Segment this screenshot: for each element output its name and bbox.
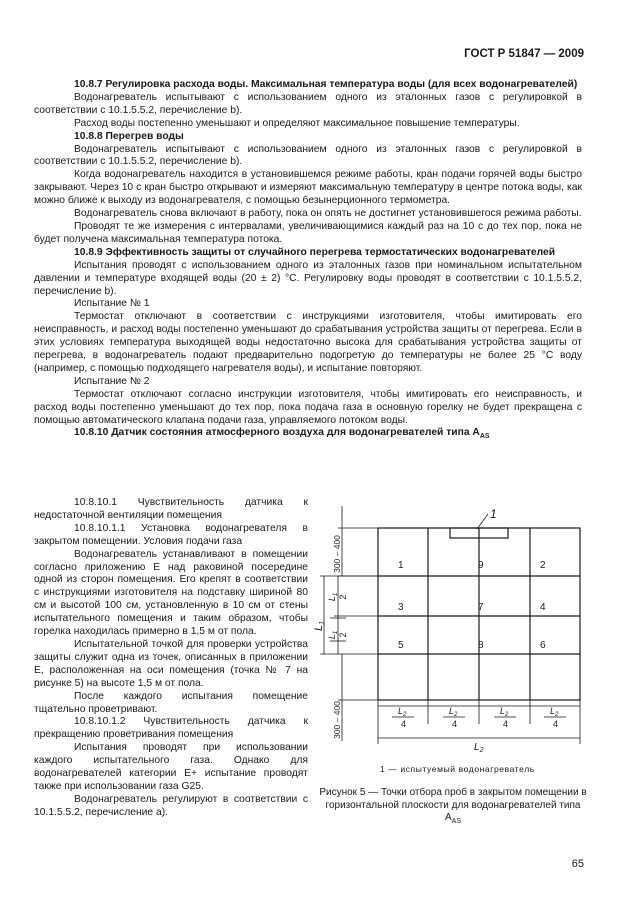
heading-subscript: AS <box>479 433 490 441</box>
paragraph: Расход воды постепенно уменьшают и определяют максимальное повышение температуры. <box>74 117 520 129</box>
room-grid-diagram <box>312 506 592 766</box>
dimension-quarter: $L_2$ <box>500 706 509 718</box>
figure-label-1: 1 <box>490 507 497 521</box>
paragraph: Испытательной точкой для проверки устройства защиты служит одна из точек, описанных в приложении Е, расположенная на оси помещения (точка № 7 на рисунке 5) на высоте 1,5 м от пола. <box>34 638 308 689</box>
sample-point: 6 <box>540 640 546 651</box>
dimension-half-den: 2 <box>338 594 348 600</box>
figure-legend: 1 — испытуемый водонагреватель <box>380 764 535 774</box>
paragraph: Термостат отключают в соответствии с инструкциями изготовителя, чтобы имитировать его неисправность, и расход воды постепенно уменьшают до срабатывания устройства защиты от перегрева. Если в этих условиях температура выходящей воды недостаточно высока для срабатывания устройства защиты от перегрева, в водонагреватель подают предварительно подогретую до температуры не более 25 °С воду (например, с помощью подходящего нагревателя воды), и испытание повторяют. <box>34 311 582 374</box>
left-column-text <box>34 497 308 820</box>
paragraph: Испытания проводят при использовании каждого испытательного газа. Однако для водонагревателей категории Е+ испытание проводят также при использовании газа G25. <box>34 742 308 792</box>
dimension-L1-half-bottom: $L_1$ <box>327 630 339 640</box>
paragraph: Водонагреватель испытывают с использованием одного из эталонных газов с регулировкой в соответствии с 10.1.5.5.2, перечисление b). <box>34 91 582 116</box>
paragraph: Водонагреватель испытывают с использованием одного из эталонных газов с регулировкой в соответствии с 10.1.5.5.2, перечисление b). <box>34 143 582 168</box>
test-1-label: Испытание № 1 <box>74 298 150 310</box>
caption-text: Рисунок 5 — Точки отбора проб в закрытом помещении в горизонтальной плоскости для водонагревателей типа А <box>319 787 587 823</box>
paragraph: Когда водонагреватель находится в установившемся режиме работы, кран подачи горячей воды быстро закрывают. Через 10 с кран быстро открывают и измеряют максимальную температуру в центре потока воды, как можно ближе к выходу из водонагревателя, с помощью безынерционного термометра. <box>34 169 582 207</box>
sample-point: 8 <box>478 640 484 651</box>
sample-point: 4 <box>540 602 546 613</box>
dimension-quarter-den: 4 <box>503 719 509 729</box>
paragraph: Испытания проводят с использованием одного из эталонных газов при номинальном испытательном давлении и температуре входящей воды (20 ± 2) °С. Регулировку воды проводят в соответствии с 10.1.5.5.2, перечисление b). <box>34 259 582 297</box>
document-id: ГОСТ Р 51847 — 2009 <box>464 48 584 60</box>
section-10-8-9-heading: 10.8.9 Эффективность защиты от случайного перегрева термостатических водонагревателей <box>74 246 556 258</box>
main-text <box>34 79 582 444</box>
test-2-label: Испытание № 2 <box>74 375 150 387</box>
dimension-half-den: 2 <box>338 632 348 638</box>
dimension-quarter: $L_2$ <box>449 706 458 718</box>
page-number: 65 <box>571 858 584 870</box>
dimension-top: 300 – 400 <box>332 535 342 573</box>
dimension-quarter: $L_2$ <box>398 706 407 718</box>
subsection-10-8-10-1-2: 10.8.10.1.2 Чувствительность датчика к прекращению проветривания помещения <box>34 716 308 741</box>
subsection-10-8-10-1: 10.8.10.1 Чувствительность датчика к недостаточной вентиляции помещения <box>34 497 308 521</box>
paragraph: Водонагреватель снова включают в работу, пока он опять не достигнет установившегося режима работы. <box>74 208 582 220</box>
sample-point: 3 <box>398 602 404 613</box>
paragraph: Водонагреватель устанавливают в помещении согласно приложению Е над раковиной посередине одной из сторон помещения. Его крепят в соответствии с инструкциями изготовителя на подставку шириной 80 см и высотой 100 см, установленную в 10 см от стены испытательного помещения и таким образом, чтобы горелка находилась примерно в 1,5 м от пола. <box>34 548 308 638</box>
paragraph: Термостат отключают согласно инструкции изготовителя, чтобы имитировать его неисправность, и расход воды постепенно уменьшают до тех пор, пока подача газа в основную горелку не будет прекращена с помощью автоматического клапана подачи газа, управляемого потоком воды. <box>34 388 582 426</box>
figure-caption <box>318 787 588 829</box>
dimension-quarter: $L_2$ <box>550 706 559 718</box>
dimension-quarter-den: 4 <box>452 719 458 729</box>
sample-point: 7 <box>478 602 484 613</box>
paragraph: Водонагреватель регулируют в соответствии с 10.1.5.5.2, перечисление а). <box>34 793 308 818</box>
subsection-10-8-10-1-1: 10.8.10.1.1 Установка водонагревателя в закрытом помещении. Условия подачи газа <box>34 522 308 547</box>
sample-point: 1 <box>398 560 404 571</box>
dimension-quarter-den: 4 <box>401 719 407 729</box>
section-10-8-8-heading: 10.8.8 Перегрев воды <box>74 130 184 142</box>
dimension-L2: $L_2$ <box>474 742 484 754</box>
sample-point: 9 <box>478 560 484 571</box>
section-10-8-10-heading <box>34 427 582 444</box>
paragraph: Проводят те же измерения с интервалами, увеличивающимися каждый раз на 10 с до тех пор, пока не будет получена максимальная температура потока. <box>34 220 582 245</box>
sample-point: 2 <box>540 560 546 571</box>
heading-text: 10.8.10 Датчик состояния атмосферного воздуха для водонагревателей типа А <box>74 427 480 439</box>
section-10-8-7-heading: 10.8.7 Регулировка расхода воды. Максимальная температура воды (для всех водонагревателей) <box>74 79 578 90</box>
caption-subscript: AS <box>451 818 461 825</box>
dimension-L1: L1 <box>313 620 326 632</box>
figure-5-diagram <box>312 506 592 766</box>
paragraph: После каждого испытания помещение тщательно проветривают. <box>34 690 308 715</box>
dimension-quarter-den: 4 <box>553 719 559 729</box>
dimension-L1-half-top: $L_1$ <box>327 592 339 602</box>
dimension-bottom: 300 – 400 <box>332 701 342 739</box>
sample-point: 5 <box>398 640 404 651</box>
